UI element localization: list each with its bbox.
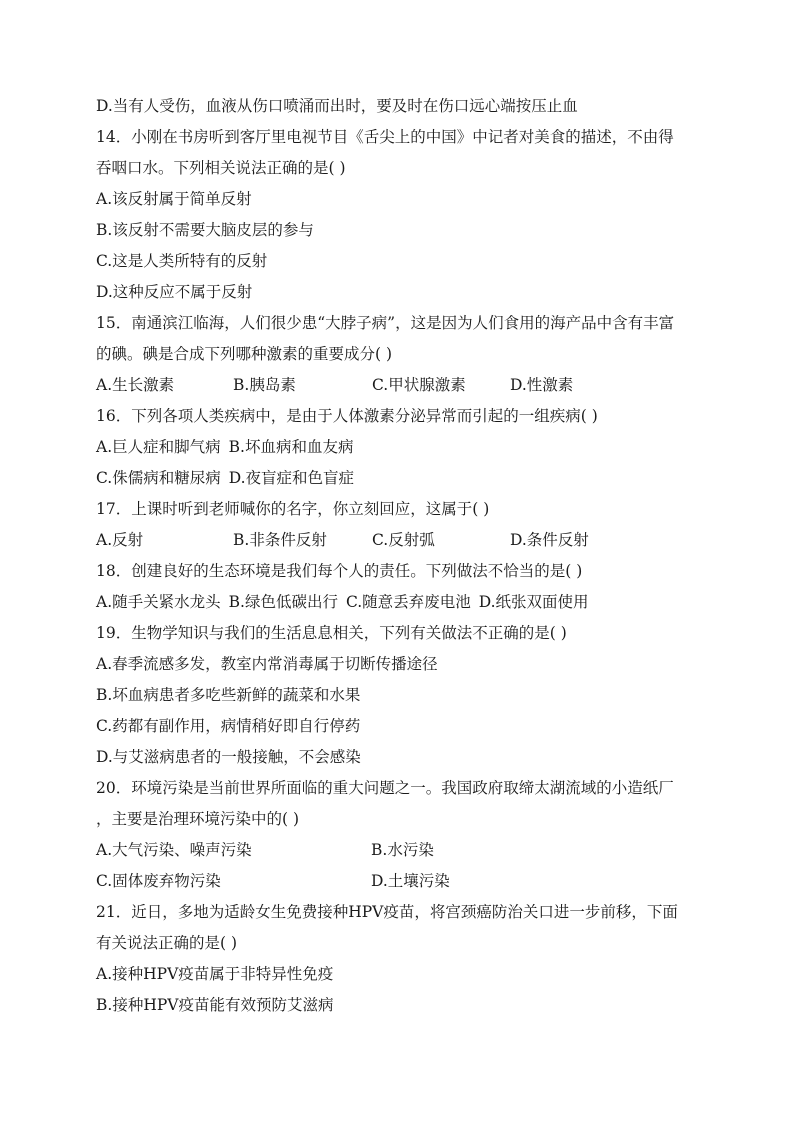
- question-17-option-a: A.反射: [96, 531, 144, 549]
- question-17-options: [96, 525, 706, 556]
- question-15-option-c: C.甲状腺激素: [372, 376, 466, 394]
- question-19-option-a: A.春季流感多发，教室内常消毒属于切断传播途径: [96, 655, 438, 673]
- question-18-stem: 18．创建良好的生态环境是我们每个人的责任。下列做法不恰当的是( ): [96, 562, 583, 580]
- question-14-option-b: B.该反射不需要大脑皮层的参与: [96, 221, 314, 239]
- question-17-option-b: B.非条件反射: [233, 531, 327, 549]
- exam-page: [96, 91, 706, 1021]
- question-21-option-b: B.接种HPV疫苗能有效预防艾滋病: [96, 996, 334, 1014]
- question-20-stem-1: 20．环境污染是当前世界所面临的重大问题之一。我国政府取缔太湖流域的小造纸厂: [96, 779, 674, 797]
- question-15-option-d: D.性激素: [510, 376, 574, 394]
- question-21-stem-2: 有关说法正确的是( ): [96, 934, 238, 952]
- question-15-stem-2: 的碘。碘是合成下列哪种激素的重要成分( ): [96, 345, 393, 363]
- question-16-option-a: A.巨人症和脚气病: [96, 438, 221, 456]
- question-15-options: [96, 370, 706, 401]
- question-20-options-cd: [96, 866, 706, 897]
- question-20-option-c: C.固体废弃物污染: [96, 872, 221, 890]
- question-20-stem-2: ，主要是治理环境污染中的( ): [96, 810, 300, 828]
- question-16-options-ab: [96, 432, 706, 463]
- question-15-stem-1: 15．南通滨江临海，人们很少患“大脖子病”，这是因为人们食用的海产品中含有丰富: [96, 314, 675, 332]
- question-18-option-b: B.绿色低碳出行: [228, 593, 338, 611]
- question-14-option-c: C.这是人类所特有的反射: [96, 252, 268, 270]
- question-14-option-d: D.这种反应不属于反射: [96, 283, 253, 301]
- question-16-options-cd: [96, 463, 706, 494]
- question-16-option-c: C.侏儒病和糖尿病: [96, 469, 221, 487]
- question-16-option-d: D.夜盲症和色盲症: [228, 469, 355, 487]
- question-20-option-b: B.水污染: [371, 841, 434, 859]
- question-18-option-d: D.纸张双面使用: [478, 593, 589, 611]
- question-16-option-b: B.坏血病和血友病: [228, 438, 354, 456]
- question-19-option-c: C.药都有副作用，病情稍好即自行停药: [96, 717, 361, 735]
- question-17-stem: 17．上课时听到老师喊你的名字，你立刻回应，这属于( ): [96, 500, 490, 518]
- question-21-stem-1: 21．近日，多地为适龄女生免费接种HPV疫苗，将宫颈癌防治关口进一步前移，下面: [96, 903, 678, 921]
- question-21-option-a: A.接种HPV疫苗属于非特异性免疫: [96, 965, 334, 983]
- question-18-option-c: C.随意丢弃废电池: [345, 593, 471, 611]
- question-18-options: [96, 587, 706, 618]
- question-19-option-d: D.与艾滋病患者的一般接触，不会感染: [96, 748, 361, 766]
- question-14-option-a: A.该反射属于简单反射: [96, 190, 252, 208]
- question-18-option-a: A.随手关紧水龙头: [96, 593, 221, 611]
- question-20-option-a: A.大气污染、噪声污染: [96, 841, 252, 859]
- question-19-stem: 19．生物学知识与我们的生活息息相关，下列有关做法不正确的是( ): [96, 624, 567, 642]
- option-d-prev: D.当有人受伤，血液从伤口喷涌而出时，要及时在伤口远心端按压止血: [96, 97, 578, 115]
- question-14-stem-1: 14．小刚在书房听到客厅里电视节目《舌尖上的中国》中记者对美食的描述，不由得: [96, 128, 674, 146]
- question-20-options-ab: [96, 835, 706, 866]
- question-14-stem-2: 吞咽口水。下列相关说法正确的是( ): [96, 159, 346, 177]
- question-15-option-a: A.生长激素: [96, 376, 175, 394]
- question-19-option-b: B.坏血病患者多吃些新鲜的蔬菜和水果: [96, 686, 361, 704]
- question-17-option-d: D.条件反射: [510, 531, 589, 549]
- question-20-option-d: D.土壤污染: [371, 872, 450, 890]
- question-17-option-c: C.反射弧: [372, 531, 435, 549]
- question-15-option-b: B.胰岛素: [233, 376, 296, 394]
- question-16-stem: 16．下列各项人类疾病中，是由于人体激素分泌异常而引起的一组疾病( ): [96, 407, 598, 425]
